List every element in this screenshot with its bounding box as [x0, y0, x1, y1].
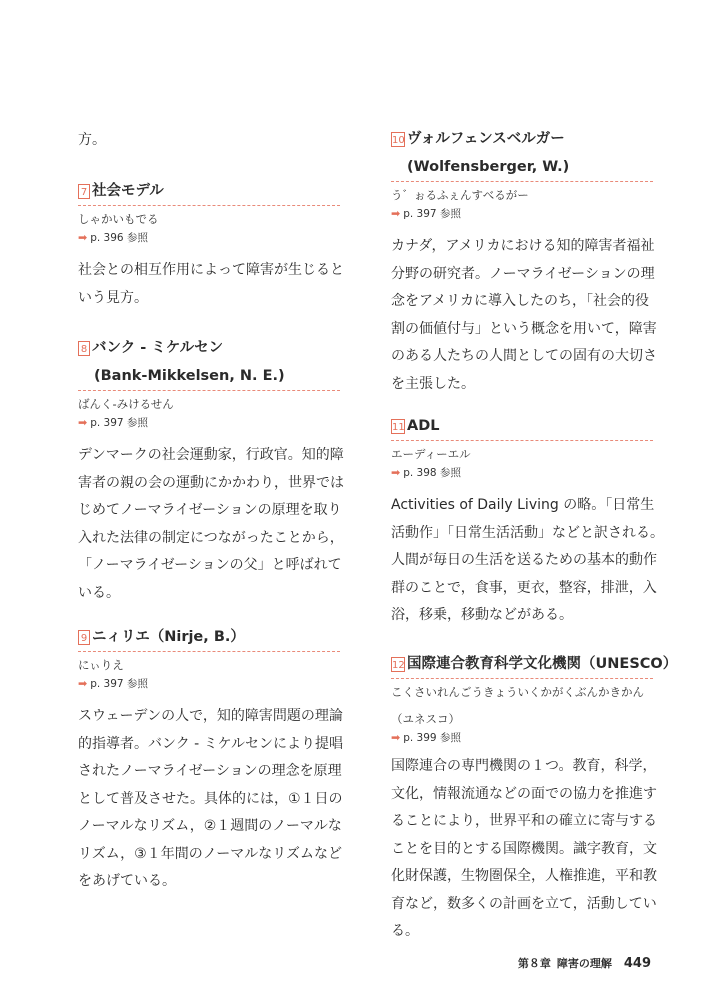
dashed-divider	[78, 205, 340, 206]
term-adl	[391, 415, 664, 630]
description-line: 化財保護，生物圏保全，人権推進，平和教	[391, 868, 657, 884]
description-line: ノーマルなリズム，②１週間のノーマルな	[78, 818, 342, 834]
term-reading: にぃりえ	[78, 658, 124, 672]
description-line: 人間が毎日の生活を送るための基本的動作	[391, 552, 657, 568]
term-nirje	[78, 626, 343, 896]
term-heading	[78, 626, 340, 648]
description-line: Activities of Daily Living の略。「日常生	[391, 497, 655, 513]
page-reference-text: p. 398 参照	[403, 467, 461, 479]
page-reference[interactable]	[391, 729, 653, 747]
term-title: 国際連合教育科学文化機関（UNESCO）	[407, 656, 678, 672]
term-reading: しゃかいもでる	[78, 212, 159, 226]
description-line: リズム，③１年間のノーマルなリズムなど	[78, 845, 342, 862]
term-number: 7	[78, 184, 90, 199]
page-reference[interactable]	[78, 414, 340, 432]
dashed-divider	[78, 390, 340, 391]
description-line: 念をアメリカに導入したのち，「社会的役	[391, 293, 650, 309]
term-reading: エーディーエル	[391, 447, 471, 461]
dashed-divider	[78, 651, 340, 652]
description-line: 割の価値付与」という概念を用いて，障害	[391, 320, 657, 337]
term-number: 11	[391, 419, 405, 434]
term-heading	[391, 653, 678, 675]
term-heading	[78, 337, 340, 359]
term-description	[391, 233, 657, 398]
arrow-right-icon: ➡	[391, 466, 401, 479]
description-line: デンマークの社会運動家，行政官。知的障	[78, 447, 344, 463]
term-title: 社会モデル	[92, 183, 164, 199]
page-reference[interactable]	[391, 464, 653, 482]
page-number: 449	[623, 956, 651, 971]
description-line: カナダ，アメリカにおける知的障害者福祉	[391, 238, 655, 254]
page-reference-text: p. 397 参照	[90, 417, 148, 429]
arrow-right-icon: ➡	[78, 677, 88, 690]
page-reference-text: p. 399 参照	[403, 732, 461, 744]
description-line: いる。	[78, 584, 120, 601]
footer-chapter-title: 障害の理解	[556, 957, 612, 970]
term-reading: う゛ぉるふぇんすべるがー	[391, 188, 529, 202]
description-line: ことを目的とする国際機関。識字教育，文	[391, 840, 657, 857]
term-reading: こくさいれんごうきょういくかがくぶんかきかん	[391, 685, 644, 699]
term-heading	[391, 415, 653, 437]
description-line: じめてノーマライゼーションの原理を取り	[78, 502, 342, 518]
dashed-divider	[391, 678, 653, 679]
description-line: 浴，移乗，移動などがある。	[391, 607, 573, 623]
term-reading: ばんく-みけるせん	[78, 397, 174, 411]
term-heading	[391, 128, 653, 150]
description-line: 的指導者。バンク - ミケルセンにより提唱	[78, 735, 343, 752]
page-reference-text: p. 397 参照	[403, 208, 461, 220]
footer-chapter: 第８章	[517, 957, 551, 970]
description-line: 文化，情報流通などの面での協力を推進す	[391, 785, 657, 802]
description-line: スウェーデンの人で，知的障害問題の理論	[78, 708, 343, 724]
term-title: ADL	[407, 418, 440, 434]
page-reference-text: p. 397 参照	[90, 678, 148, 690]
dashed-divider	[391, 440, 653, 441]
description-line: として普及させた。具体的には，①１日の	[78, 790, 343, 807]
description-line: る。	[391, 923, 419, 939]
description-line: 害者の親の会の運動にかかわり，世界では	[78, 474, 344, 491]
page-reference[interactable]	[78, 675, 340, 693]
page-footer	[518, 955, 651, 971]
description-line: を主張した。	[391, 375, 475, 392]
description-line: されたノーマライゼーションの理念を原理	[78, 763, 342, 779]
description-line: 「ノーマライゼーションの父」と呼ばれて	[78, 557, 342, 573]
term-title: ニィリエ（Nirje, B.）	[92, 629, 245, 645]
term-description	[78, 442, 344, 607]
description-line: 分野の研究者。ノーマライゼーションの理	[391, 265, 655, 282]
term-heading	[78, 180, 340, 202]
term-wolfensberger	[391, 128, 657, 398]
term-unesco	[391, 653, 678, 946]
arrow-right-icon: ➡	[78, 416, 88, 429]
term-description	[391, 753, 657, 946]
page-reference[interactable]	[78, 229, 340, 247]
dashed-divider	[391, 181, 653, 182]
arrow-right-icon: ➡	[391, 207, 401, 220]
term-bank-mikkelsen	[78, 337, 344, 607]
term-number: 10	[391, 132, 405, 147]
description-line: 入れた法律の制定につながったことから，	[78, 529, 344, 546]
description-line: ることにより，世界平和の確立に寄与する	[391, 813, 657, 829]
term-reading-alt: （ユネスコ）	[391, 712, 460, 726]
description-line: いう見方。	[78, 289, 148, 306]
term-description	[78, 257, 344, 312]
description-line: 育など，数多くの計画を立て，活動してい	[391, 895, 657, 912]
term-description	[391, 492, 664, 630]
description-line: 活動作」「日常生活活動」などと訳される。	[391, 524, 664, 541]
term-title: ヴォルフェンスベルガー	[407, 131, 565, 147]
term-description	[78, 703, 343, 896]
term-social-model	[78, 180, 344, 312]
page-reference[interactable]	[391, 205, 653, 223]
arrow-right-icon: ➡	[78, 231, 88, 244]
continuation-text: 方。	[78, 132, 106, 148]
description-line: をあげている。	[78, 873, 176, 889]
description-line: 群のことで，食事，更衣，整容，排泄，入	[391, 579, 657, 596]
term-number: 9	[78, 630, 90, 645]
term-number: 12	[391, 657, 405, 672]
page-reference-text: p. 396 参照	[90, 232, 148, 244]
description-line: 国際連合の専門機関の１つ。教育，科学，	[391, 758, 657, 774]
term-number: 8	[78, 341, 90, 356]
term-title: バンク - ミケルセン	[92, 340, 224, 356]
description-line: 社会との相互作用によって障害が生じると	[78, 262, 344, 278]
description-line: のある人たちの人間としての固有の大切さ	[391, 348, 657, 364]
term-subtitle: (Wolfensberger, W.)	[407, 159, 570, 175]
term-subtitle: (Bank-Mikkelsen, N. E.)	[94, 368, 285, 384]
arrow-right-icon: ➡	[391, 731, 401, 744]
